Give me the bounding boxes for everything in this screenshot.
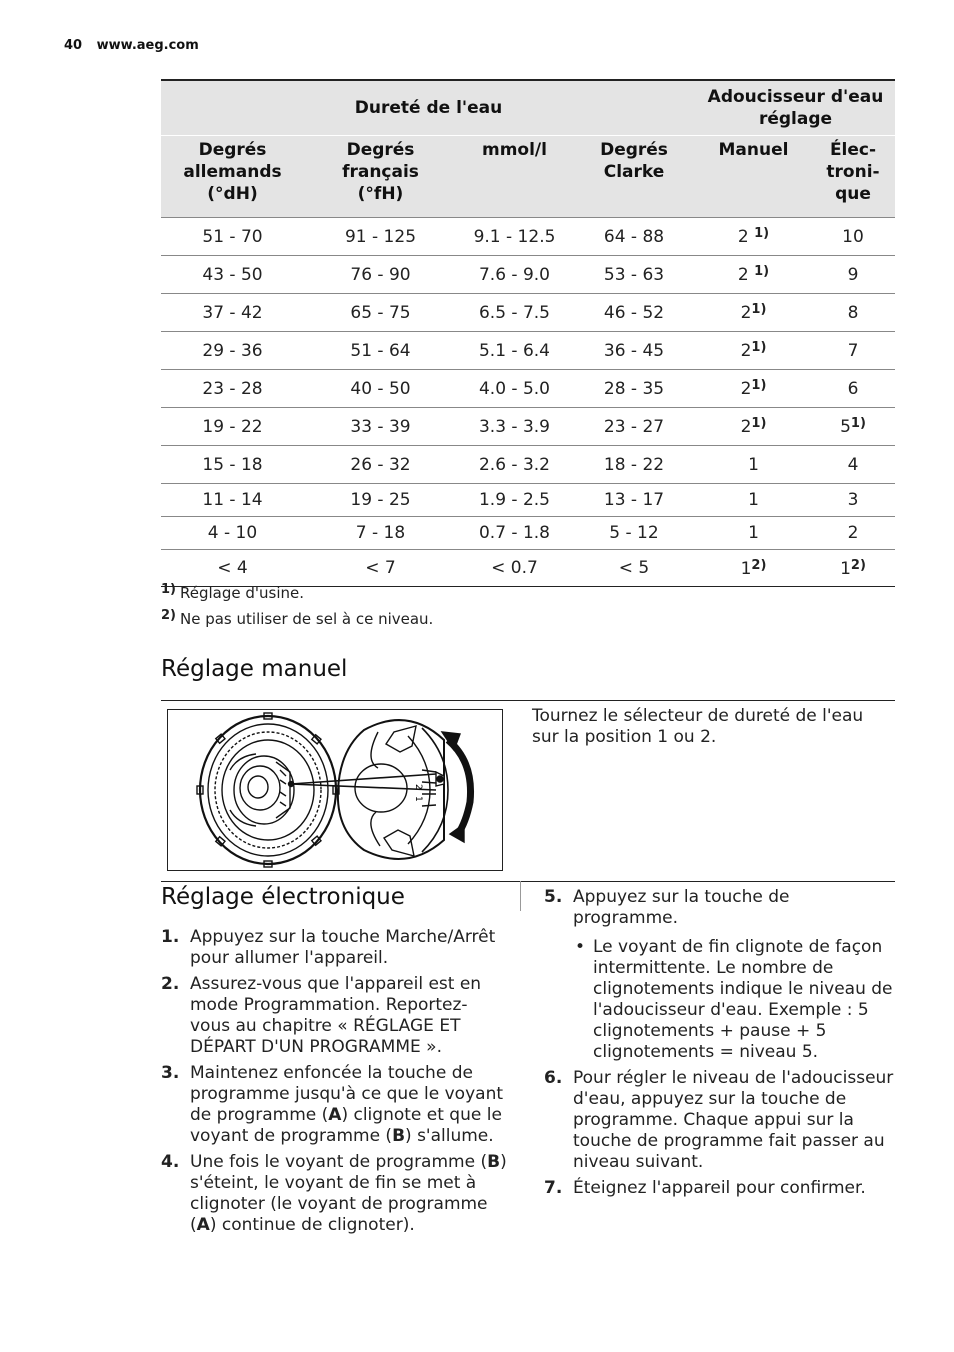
table-cell: 3 <box>811 484 895 517</box>
table-cell: 4 - 10 <box>161 517 304 550</box>
footnote-mark: 1) <box>850 416 866 431</box>
table-cell: 51 - 70 <box>161 218 304 256</box>
table-cell: 76 - 90 <box>304 256 457 294</box>
water-hardness-table <box>161 79 895 587</box>
footnote-mark: 1) <box>751 378 767 393</box>
table-cell: 2$^{1)}$ <box>696 294 811 332</box>
table-cell: 9.1 - 12.5 <box>457 218 572 256</box>
table-cell: 6.5 - 7.5 <box>457 294 572 332</box>
table-cell: 33 - 39 <box>304 408 457 446</box>
electronic-steps-left <box>161 927 507 1241</box>
table-cell: 3.3 - 3.9 <box>457 408 572 446</box>
table-row <box>161 218 895 256</box>
table-cell: 2.6 - 3.2 <box>457 446 572 484</box>
table-cell: 11 - 14 <box>161 484 304 517</box>
table-cell: 19 - 25 <box>304 484 457 517</box>
column-header: Degrés Clarke <box>572 136 696 218</box>
table-cell: 7.6 - 9.0 <box>457 256 572 294</box>
table-row <box>161 332 895 370</box>
page-header <box>64 38 199 53</box>
table-cell: 2$^{1)}$ <box>696 408 811 446</box>
table-cell: 37 - 42 <box>161 294 304 332</box>
bullet-icon: • <box>575 937 586 957</box>
manual-setting-text: Tournez le sélecteur de dureté de l'eau sur la position 1 ou 2. <box>532 706 864 747</box>
table-cell: < 0.7 <box>457 550 572 587</box>
list-item: 3. Maintenez enfoncée la touche de programme jusqu'à ce que le voyant de programme (A) clignote et que le voyant de programme (B) s'allume. <box>161 1063 504 1146</box>
table-cell: 1 <box>696 484 811 517</box>
table-row <box>161 370 895 408</box>
page-number: 40 <box>64 38 83 53</box>
table-cell: 46 - 52 <box>572 294 696 332</box>
footnote-mark: 1) <box>751 340 767 355</box>
table-cell: 1 <box>696 517 811 550</box>
dial-label: 2 <box>413 784 423 790</box>
footnote-mark: 1) <box>754 264 770 279</box>
table-cell: 2 $^{1)}$ <box>696 218 811 256</box>
table-cell: 19 - 22 <box>161 408 304 446</box>
column-header: mmol/l <box>457 136 572 218</box>
list-item: 6. Pour régler le niveau de l'adoucisseur d'eau, appuyez sur la touche de programme. Chaque appui sur la touche de programme fait passer au niveau suivant. <box>544 1068 894 1172</box>
table-row <box>161 446 895 484</box>
table-footnotes <box>161 582 433 634</box>
table-cell: 10 <box>811 218 895 256</box>
list-item: 5. Appuyez sur la touche de programme. • Le voyant de fin clignote de façon intermittente. Le nombre de clignotements indique le niveau de l'adoucisseur d'eau. Exemple : 5 clignotements + pause + 5 clignotements = niveau 5. <box>544 887 896 1063</box>
footnote-mark: 1) <box>751 302 767 317</box>
table-row <box>161 484 895 517</box>
table-cell: 29 - 36 <box>161 332 304 370</box>
table-cell: 7 <box>811 332 895 370</box>
table-cell: 1$^{2)}$ <box>696 550 811 587</box>
footnote-mark: 2) <box>850 557 866 573</box>
table-cell: 1.9 - 2.5 <box>457 484 572 517</box>
footnote-mark: 1) <box>754 226 770 241</box>
bullet-item: • Le voyant de fin clignote de façon intermittente. Le nombre de clignotements indique le niveau de l'adoucisseur d'eau. Exemple : 5 clignotements + pause + 5 clignotements = niveau 5. <box>575 937 893 1062</box>
footnote: 1) Réglage d'usine. <box>161 582 305 602</box>
hardness-group-header: Dureté de l'eau <box>161 80 696 136</box>
table-cell: 36 - 45 <box>572 332 696 370</box>
table-cell: 2 $^{1)}$ <box>696 256 811 294</box>
list-item: 4. Une fois le voyant de programme (B) s'éteint, le voyant de fin se met à clignoter (le voyant de programme (A) continue de clignoter). <box>161 1152 507 1235</box>
table-cell: 4.0 - 5.0 <box>457 370 572 408</box>
list-item: 7. Éteignez l'appareil pour confirmer. <box>544 1178 866 1198</box>
table-cell: 0.7 - 1.8 <box>457 517 572 550</box>
list-item: 1. Appuyez sur la touche Marche/Arrêt pour allumer l'appareil. <box>161 927 496 968</box>
manual-setting-heading: Réglage manuel <box>161 656 348 682</box>
table-row <box>161 550 895 587</box>
table-row <box>161 517 895 550</box>
table-cell: 2$^{1)}$ <box>696 370 811 408</box>
table-cell: 23 - 27 <box>572 408 696 446</box>
footnote-mark: 1) <box>751 416 767 431</box>
table-cell: 5$^{1)}$ <box>811 408 895 446</box>
table-cell: < 4 <box>161 550 304 587</box>
table-cell: 9 <box>811 256 895 294</box>
column-header: Degrés français (°fH) <box>304 136 457 218</box>
table-cell: 2 <box>811 517 895 550</box>
column-header: Élec- troni- que <box>811 136 895 218</box>
table-cell: 65 - 75 <box>304 294 457 332</box>
table-cell: 43 - 50 <box>161 256 304 294</box>
table-cell: < 7 <box>304 550 457 587</box>
table-cell: 23 - 28 <box>161 370 304 408</box>
table-row <box>161 294 895 332</box>
table-cell: 5 - 12 <box>572 517 696 550</box>
list-item: 2. Assurez-vous que l'appareil est en mode Programmation. Reportez-vous au chapitre « RÉGLAGE ET DÉPART D'UN PROGRAMME ». <box>161 974 482 1057</box>
footnote-mark: 2) <box>751 557 767 573</box>
table-cell: < 5 <box>572 550 696 587</box>
table-cell: 15 - 18 <box>161 446 304 484</box>
table-cell: 8 <box>811 294 895 332</box>
table-cell: 1$^{2)}$ <box>811 550 895 587</box>
table-cell: 1 <box>696 446 811 484</box>
table-cell: 28 - 35 <box>572 370 696 408</box>
table-cell: 53 - 63 <box>572 256 696 294</box>
table-cell: 5.1 - 6.4 <box>457 332 572 370</box>
website-url: www.aeg.com <box>96 38 199 53</box>
divider <box>161 700 895 701</box>
table-row <box>161 408 895 446</box>
table-cell: 6 <box>811 370 895 408</box>
table-cell: 91 - 125 <box>304 218 457 256</box>
column-divider <box>520 881 521 911</box>
table-cell: 51 - 64 <box>304 332 457 370</box>
footnote: 2) Ne pas utiliser de sel à ce niveau. <box>161 608 434 628</box>
softener-group-header: Adoucisseur d'eau réglage <box>696 80 895 136</box>
column-header: Manuel <box>696 136 811 218</box>
table-cell: 4 <box>811 446 895 484</box>
table-cell: 26 - 32 <box>304 446 457 484</box>
divider <box>161 881 895 882</box>
table-cell: 18 - 22 <box>572 446 696 484</box>
table-cell: 40 - 50 <box>304 370 457 408</box>
electronic-steps-right <box>544 887 896 1204</box>
electronic-setting-heading: Réglage électronique <box>161 884 405 910</box>
table-cell: 13 - 17 <box>572 484 696 517</box>
table-row <box>161 256 895 294</box>
table-cell: 2$^{1)}$ <box>696 332 811 370</box>
table-cell: 7 - 18 <box>304 517 457 550</box>
column-header: Degrés allemands (°dH) <box>161 136 304 218</box>
water-softener-dial-icon <box>168 710 502 870</box>
dial-label: 1 <box>413 796 423 802</box>
dial-illustration <box>167 709 503 871</box>
table-cell: 64 - 88 <box>572 218 696 256</box>
